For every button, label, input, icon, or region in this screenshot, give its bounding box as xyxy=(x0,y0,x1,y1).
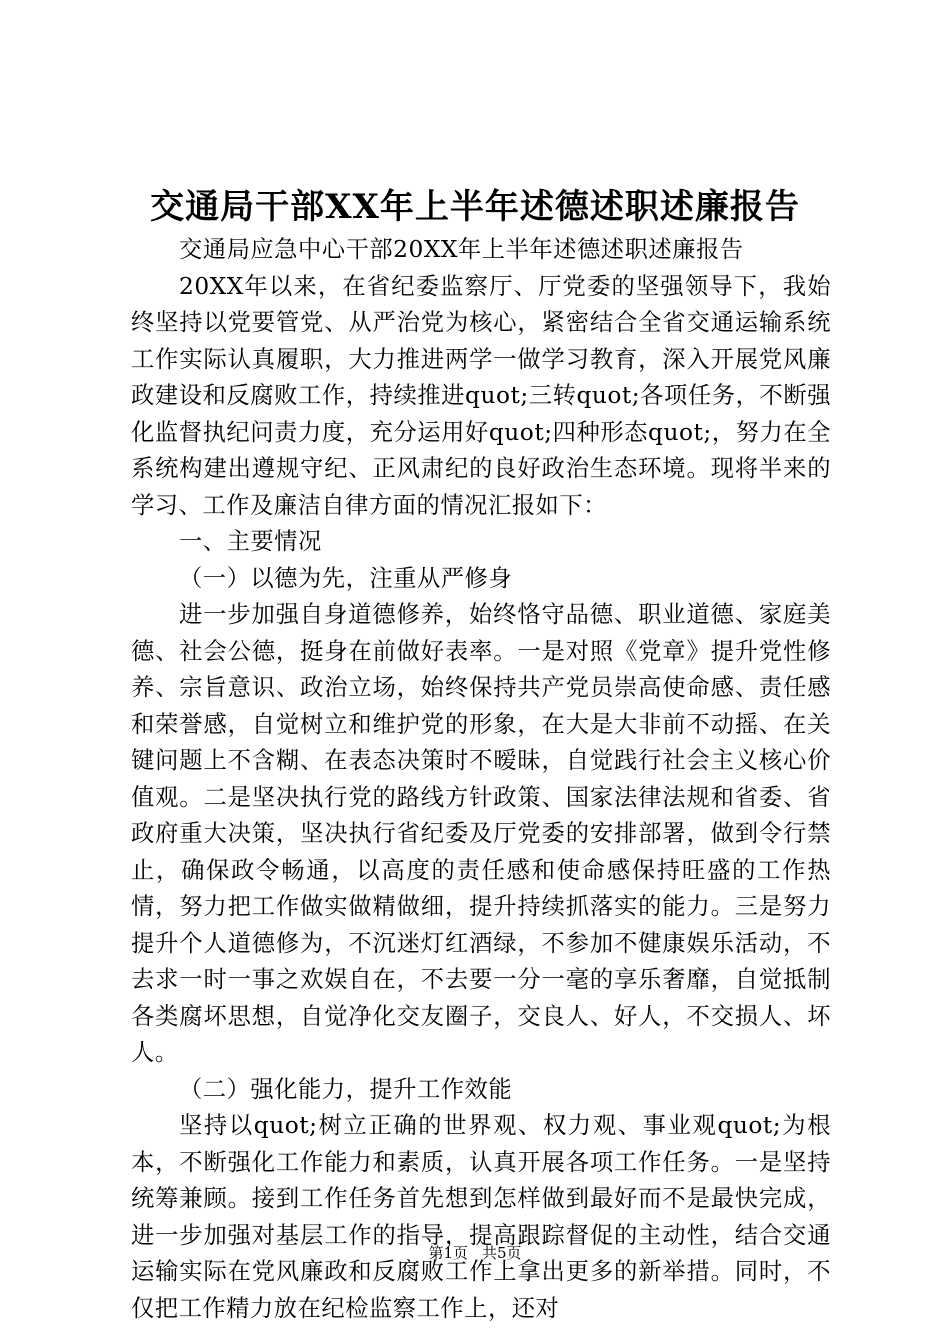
page-number-current: 第1页 xyxy=(428,1244,468,1262)
section-heading-main: 一、主要情况 xyxy=(179,528,322,555)
page-footer xyxy=(0,1243,950,1263)
paragraph-subtitle: 交通局应急中心干部20XX年上半年述德述职述廉报告 xyxy=(179,236,744,263)
subsection-heading-2: （二）强化能力，提升工作效能 xyxy=(179,1075,513,1103)
document-body xyxy=(131,232,831,1327)
paragraph-intro: 20XX年以来，在省纪委监察厅、厅党委的坚强领导下，我始终坚持以党要管党、从严治党为核心，紧密结合全省交通运输系统工作实际认真履职，大力推进两学一做学习教育，深入开展党风廉政建设和反腐败工作，持续推进quot;三转quot;各项任务，不断强化监督执纪问责力度，充分运用好quot;四种形态quot;，努力在全系统构建出遵规守纪、正风肃纪的良好政治生态环境。现将半来的学习、工作及廉洁自律方面的情况汇报如下： xyxy=(131,272,831,519)
subsection-heading-1: （一）以德为先，注重从严修身 xyxy=(179,564,513,592)
paragraph-morality: 进一步加强自身道德修养，始终恪守品德、职业道德、家庭美德、社会公德，挺身在前做好表率。一是对照《党章》提升党性修养、宗旨意识、政治立场，始终保持共产党员崇高使命感、责任感和荣誉感，自觉树立和维护党的形象，在大是大非前不动摇、在关键问题上不含糊、在表态决策时不暧昧，自觉践行社会主义核心价值观。二是坚决执行党的路线方针政策、国家法律法规和省委、省政府重大决策，坚决执行省纪委及厅党委的安排部署，做到令行禁止，确保政令畅通，以高度的责任感和使命感保持旺盛的工作热情，努力把工作做实做精做细，提升持续抓落实的能力。三是努力提升个人道德修为，不沉迷灯红酒绿，不参加不健康娱乐活动，不去求一时一事之欢娱自在，不去要一分一毫的享乐奢靡，自觉抵制各类腐坏思想，自觉净化交友圈子，交良人、好人，不交损人、坏人。 xyxy=(131,601,831,1066)
page-number-total: 共5页 xyxy=(482,1244,522,1262)
paragraph-capability: 坚持以quot;树立正确的世界观、权力观、事业观quot;为根本，不断强化工作能力和素质，认真开展各项工作任务。一是坚持统筹兼顾。接到工作任务首先想到怎样做到最好而不是最快完成，进一步加强对基层工作的指导，提高跟踪督促的主动性，结合交通运输实际在党风廉政和反腐败工作上拿出更多的新举措。同时，不仅把工作精力放在纪检监察工作上，还对 xyxy=(131,1112,831,1322)
document-title: 交通局干部XX年上半年述德述职述廉报告 xyxy=(150,187,800,227)
